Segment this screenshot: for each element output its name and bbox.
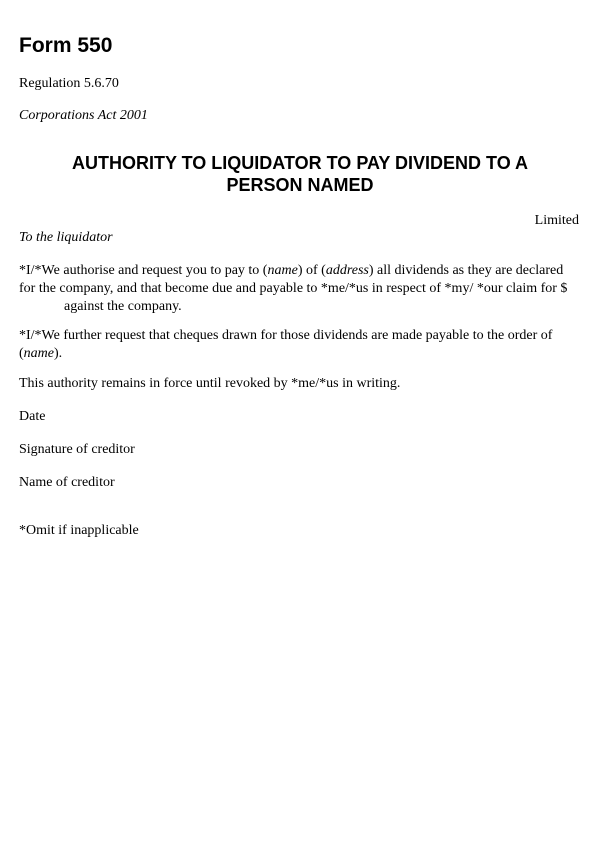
heading-line-1: AUTHORITY TO LIQUIDATOR TO PAY DIVIDEND TO A xyxy=(71,153,529,173)
form-title: Form 550 xyxy=(19,34,113,57)
cheque-text-2: ). xyxy=(54,346,63,361)
auth-text-1: *I/*We authorise and request you to pay to ( xyxy=(19,263,268,278)
address-placeholder: address xyxy=(325,263,369,278)
signature-label: Signature of creditor xyxy=(19,442,135,457)
cheque-text-1: *I/*We further request that cheques drawn for those dividends are made payable to the order of ( xyxy=(19,328,553,361)
payee-name-placeholder: name xyxy=(23,346,54,361)
addressee: To the liquidator xyxy=(19,230,113,245)
authority-duration-paragraph: This authority remains in force until revoked by *me/*us in writing. xyxy=(19,376,401,391)
authorisation-paragraph xyxy=(19,262,583,316)
cheque-request-paragraph xyxy=(19,327,583,363)
date-label: Date xyxy=(19,409,46,424)
company-suffix: Limited xyxy=(534,213,579,228)
creditor-name-label: Name of creditor xyxy=(19,475,115,490)
act-reference: Corporations Act 2001 xyxy=(19,108,148,123)
regulation-reference: Regulation 5.6.70 xyxy=(19,76,119,91)
auth-text-4: against the company. xyxy=(64,299,182,314)
name-placeholder: name xyxy=(267,263,298,278)
footnote: *Omit if inapplicable xyxy=(19,523,139,538)
document-heading xyxy=(0,152,600,196)
auth-text-2: ) of ( xyxy=(297,263,326,278)
auth-text-3: ) all dividends as they are declared for the company, and that become due and payable to *me/*us in respect of *my/ *our claim for $ xyxy=(19,263,568,296)
heading-line-2: PERSON NAMED xyxy=(226,175,374,195)
